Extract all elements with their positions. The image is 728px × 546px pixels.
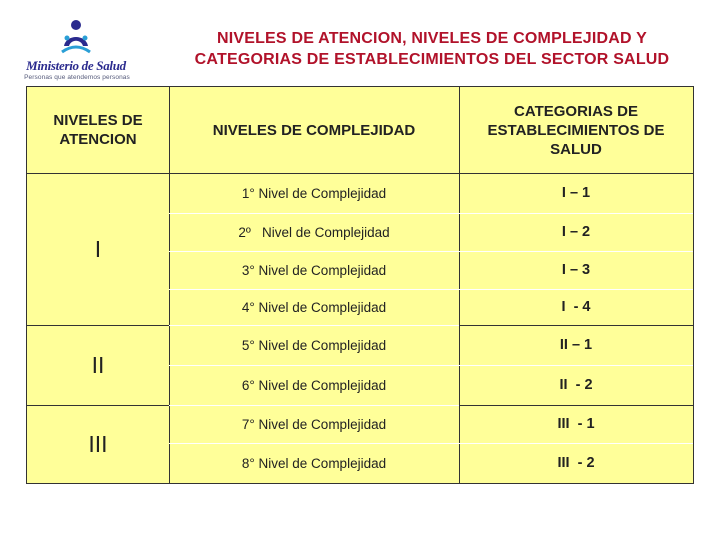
complexity-cell: 2º Nivel de Complejidad bbox=[238, 224, 390, 240]
complexity-cell: 5° Nivel de Complejidad bbox=[241, 337, 387, 353]
header-categorias bbox=[459, 87, 693, 173]
category-cell: III - 2 bbox=[557, 455, 595, 471]
levels-table bbox=[26, 86, 694, 484]
logo-figures-icon bbox=[56, 18, 96, 58]
category-cell: I – 1 bbox=[561, 185, 591, 201]
header-col3-line3: SALUD bbox=[550, 140, 602, 158]
ministerio-de-salud-logo bbox=[14, 18, 138, 82]
header-col1-line1: NIVELES DE bbox=[53, 112, 143, 129]
title-line-2: CATEGORIAS DE ESTABLECIMIENTOS DEL SECTOR SALUD bbox=[194, 51, 670, 68]
header-niveles-atencion bbox=[27, 87, 169, 173]
logo-name: Ministerio de Salud bbox=[26, 58, 126, 73]
category-cell: I – 3 bbox=[561, 262, 591, 278]
header-col2: NIVELES DE COMPLEJIDAD bbox=[212, 121, 416, 139]
complexity-cell: 6° Nivel de Complejidad bbox=[241, 377, 387, 393]
complexity-cell: 8° Nivel de Complejidad bbox=[241, 455, 387, 471]
page-title bbox=[152, 28, 712, 70]
category-cell: I - 4 bbox=[561, 299, 591, 315]
complexity-cell: 3° Nivel de Complejidad bbox=[241, 262, 387, 278]
header-col3-line1: CATEGORIAS DE bbox=[514, 102, 638, 120]
logo-tagline: Personas que atendemos personas bbox=[24, 74, 130, 81]
header-col1-line2: ATENCION bbox=[59, 131, 137, 148]
complexity-cell: 1° Nivel de Complejidad bbox=[241, 185, 387, 201]
category-cell: I – 2 bbox=[561, 224, 591, 240]
title-line-1: NIVELES DE ATENCION, NIVELES DE COMPLEJIDAD Y bbox=[216, 30, 648, 47]
category-cell: II – 1 bbox=[559, 337, 593, 353]
level-label-ii: II bbox=[91, 352, 105, 378]
level-label-iii: III bbox=[88, 431, 108, 457]
level-label-i: I bbox=[94, 236, 102, 262]
header-niveles-complejidad bbox=[169, 87, 459, 173]
category-cell: III - 1 bbox=[557, 416, 595, 432]
complexity-cell: 4° Nivel de Complejidad bbox=[241, 299, 387, 315]
complexity-cell: 7° Nivel de Complejidad bbox=[241, 416, 387, 432]
header-col3-line2: ESTABLECIMIENTOS DE bbox=[487, 121, 665, 139]
category-cell: II - 2 bbox=[559, 377, 593, 393]
